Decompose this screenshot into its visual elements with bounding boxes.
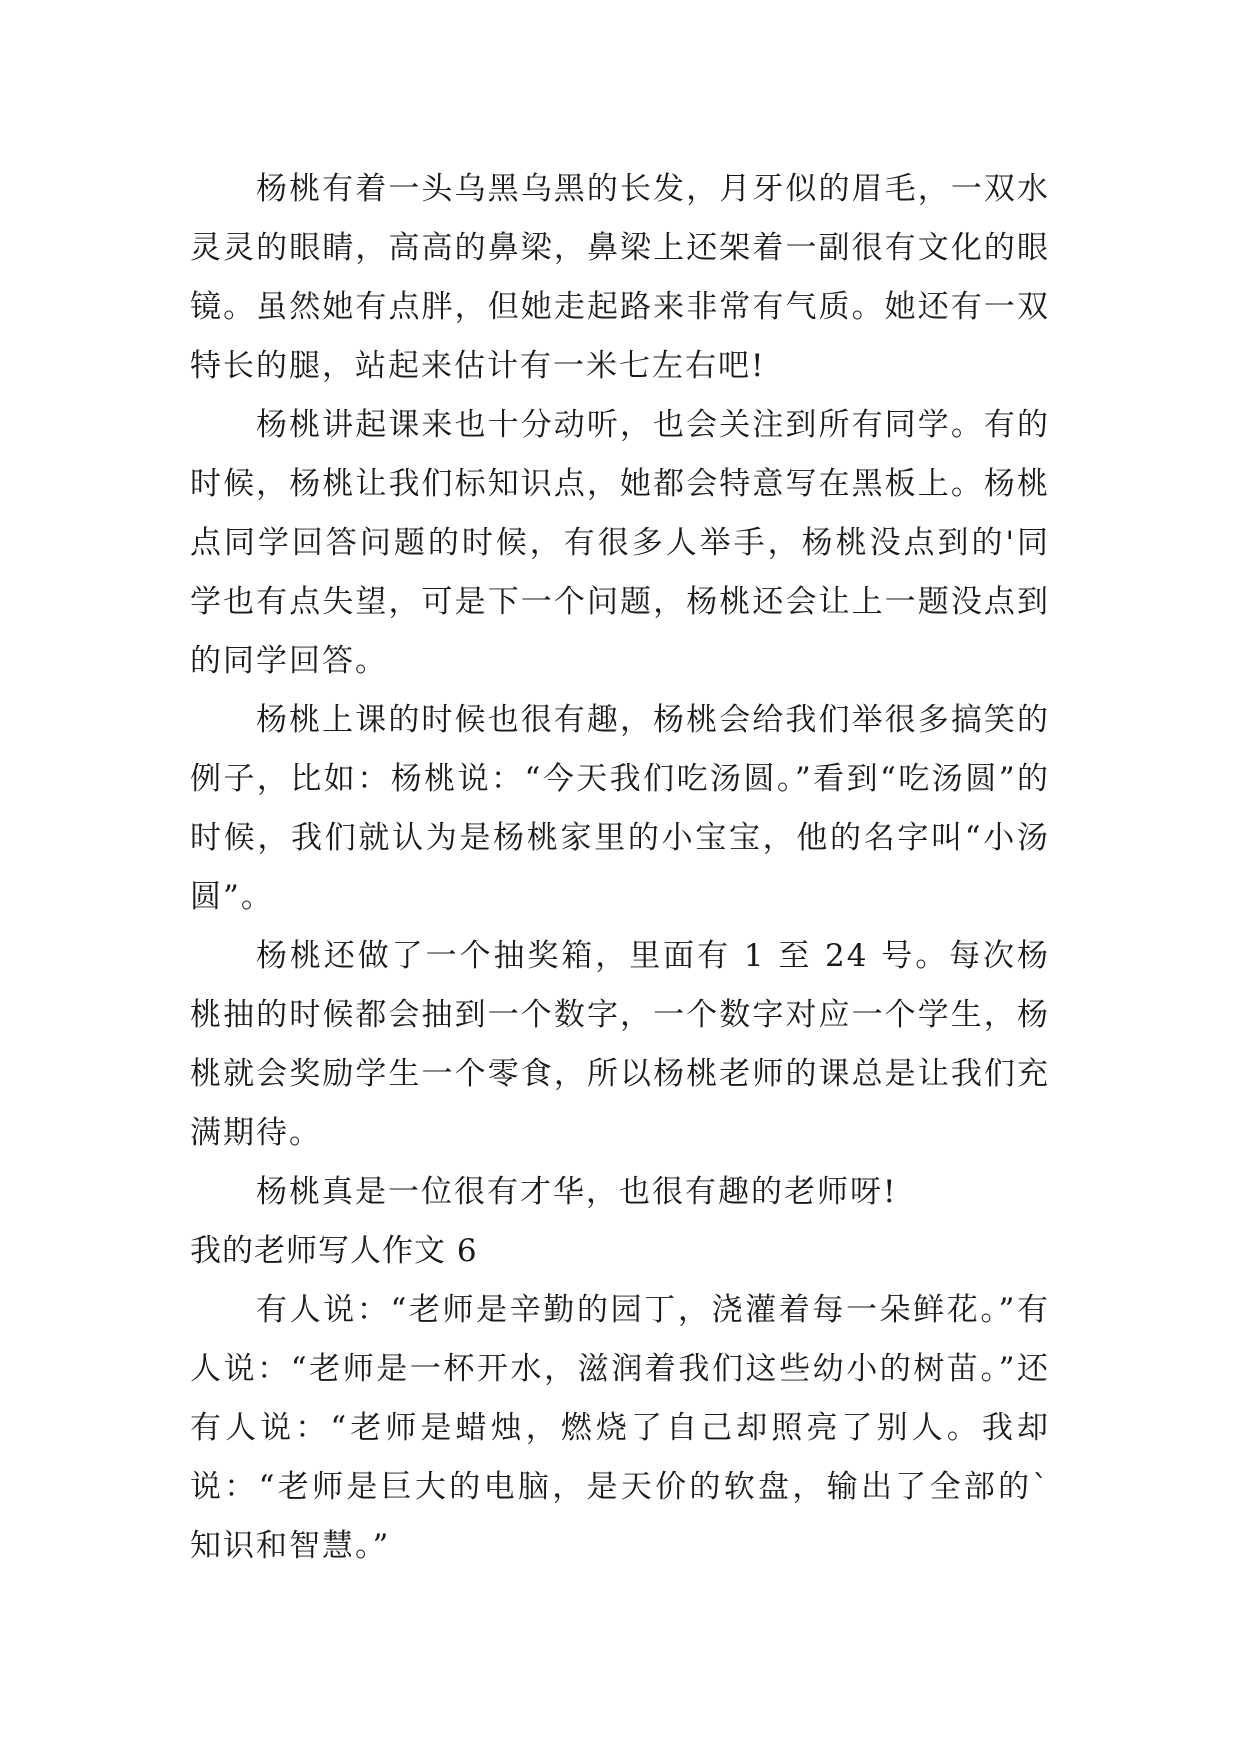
paragraph-fun-class: 杨桃上课的时候也很有趣，杨桃会给我们举很多搞笑的例子，比如：杨桃说：“今天我们吃汤圆。”看到“吃汤圆”的时候，我们就认为是杨桃家里的小宝宝，他的名字叫“小汤圆”。 [190,702,1050,915]
paragraph-teacher-metaphors: 有人说：“老师是辛勤的园丁，浇灌着每一朵鲜花。”有人说：“老师是一杯开水，滋润着我们这些幼小的树苗。”还有人说：“老师是蜡烛，燃烧了自己却照亮了别人。我却说：“老师是巨大的电脑，是天价的软盘，输出了全部的`知识和智慧。” [190,1292,1050,1564]
document-body [190,160,1050,1576]
paragraph-lottery-box: 杨桃还做了一个抽奖箱，里面有 1 至 24 号。每次杨桃抽的时候都会抽到一个数字，一个数字对应一个学生，杨桃就会奖励学生一个零食，所以杨桃老师的课总是让我们充满期待。 [190,938,1050,1151]
paragraph-conclusion: 杨桃真是一位很有才华，也很有趣的老师呀! [256,1174,898,1210]
paragraph-teaching: 杨桃讲起课来也十分动听，也会关注到所有同学。有的时候，杨桃让我们标知识点，她都会特意写在黑板上。杨桃点同学回答问题的时候，有很多人举手，杨桃没点到的'同学也有点失望，可是下一个问题，杨桃还会让上一题没点到的同学回答。 [190,407,1050,679]
section-heading: 我的老师写人作文 6 [190,1233,478,1269]
paragraph-appearance: 杨桃有着一头乌黑乌黑的长发，月牙似的眉毛，一双水灵灵的眼睛，高高的鼻梁，鼻梁上还架着一副很有文化的眼镜。虽然她有点胖，但她走起路来非常有气质。她还有一双特长的腿，站起来估计有一米七左右吧! [190,171,1050,384]
